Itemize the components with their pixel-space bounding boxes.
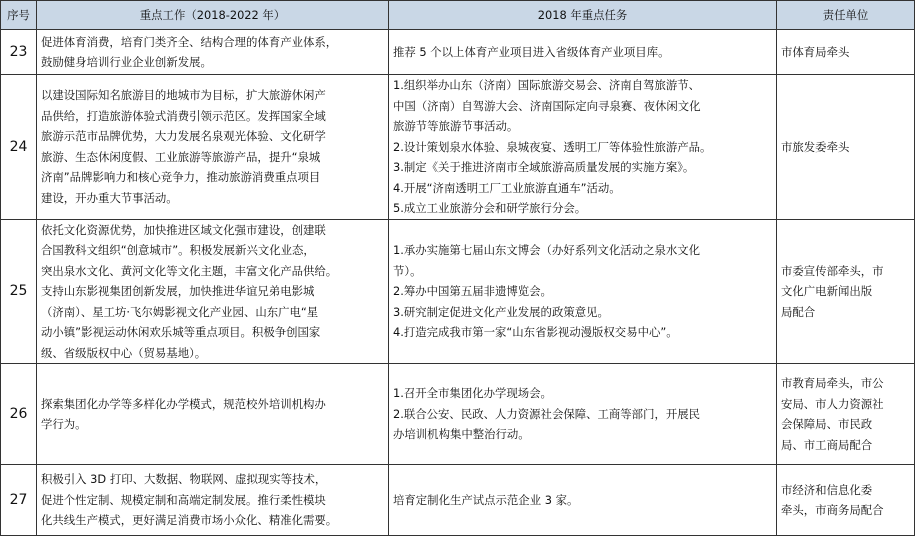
key-work-cell-line: 促进个性定制、规模定制和高端定制发展。推行柔性模块 [41,492,326,507]
key-work-cell-line: 化共线生产模式，更好满足消费市场小众化、精准化需要。 [41,513,338,528]
key-work-cell-line: 旅游示范市品牌优势，大力发展名泉观光体验、文化研学 [41,129,326,144]
key-work-cell-line: 合国教科文组织“创意城市”。积极发展新兴文化业态， [41,243,315,257]
table-header-row [1,1,915,30]
key-work-cell-line: 级、省级版权中心（贸易基地）。 [41,345,207,360]
annual-tasks-cell-line: 3.制定《关于推进济南市全域旅游高质量发展的实施方案》。 [393,160,695,174]
key-work-cell-line: 旅游、生态休闲度假、工业旅游等旅游产品，提升“泉城 [41,149,321,164]
table-row [1,219,915,364]
responsible-unit-cell-line: 市委宣传部牵头，市 [781,263,884,278]
annual-tasks-cell [389,75,777,220]
annual-tasks-cell-line: 2.设计策划泉水体验、泉城夜宴、透明工厂等体验性旅游产品。 [393,139,712,154]
key-work-cell [37,465,389,536]
responsible-unit-cell-line: 市旅发委牵头 [781,139,850,154]
key-work-cell-line: 济南”品牌影响力和核心竞争力，推动旅游消费重点项目 [41,170,321,185]
table-row [1,364,915,465]
annual-tasks-cell-line: 1.承办实施第七届山东文博会（办好系列文化活动之泉水文化 [393,243,701,257]
responsible-unit-cell-line: 牵头，市商务局配合 [781,503,884,517]
table-body [1,30,915,536]
row-number: 23 [1,30,37,75]
header-no: 序号 [1,1,37,30]
key-work-cell-line: 建设，开办重大节事活动。 [41,190,178,205]
annual-tasks-cell-line: 办培训机构集中整治行动。 [393,427,530,442]
key-work-cell-line: 学行为。 [41,417,87,431]
responsible-unit-cell-line: 会保障局、市民政 [781,417,873,431]
key-work-cell [37,75,389,220]
responsible-unit-cell [777,30,915,75]
annual-tasks-cell-line: 培育定制化生产试点示范企业 3 家。 [393,492,579,507]
responsible-unit-cell-line: 局、市工商局配合 [781,437,873,452]
annual-tasks-cell-line: 3.研究制定促进文化产业发展的政策意见。 [393,304,609,319]
responsible-unit-cell [777,364,915,465]
row-number: 25 [1,219,37,364]
key-work-cell-line: （济南）、星工坊·飞尔姆影视文化产业园、山东广电“星 [41,304,319,319]
responsible-unit-cell-line: 局配合 [781,304,816,319]
key-work-cell-line: 依托文化资源优势，加快推进区域文化强市建设，创建联 [41,222,326,237]
responsible-unit-cell-line: 市教育局牵头，市公 [781,376,884,390]
responsible-unit-cell [777,465,915,536]
table-row [1,75,915,220]
header-responsible-unit: 责任单位 [777,1,915,30]
table-row [1,465,915,536]
table-row [1,30,915,75]
key-work-cell-line: 积极引入 3D 打印、大数据、物联网、虚拟现实等技术， [41,472,327,487]
responsible-unit-cell [777,219,915,364]
annual-tasks-cell-line: 4.打造完成我市第一家“山东省影视动漫版权交易中心”。 [393,325,678,339]
annual-tasks-cell-line: 中国（济南）自驾游大会、济南国际定向寻泉赛、夜休闲文化 [393,98,701,113]
annual-tasks-cell-line: 1.召开全市集团化办学现场会。 [393,386,552,401]
key-work-cell-line: 突出泉水文化、黄河文化等文化主题，丰富文化产品供给。 [41,263,338,278]
key-work-cell [37,364,389,465]
key-work-cell-line: 促进体育消费，培育门类齐全、结构合理的体育产业体系， [41,34,338,49]
row-number: 26 [1,364,37,465]
header-annual-tasks: 2018 年重点任务 [389,1,777,30]
key-work-cell-line: 支持山东影视集团创新发展，加快推进华谊兄弟电影城 [41,284,315,298]
annual-tasks-cell [389,364,777,465]
responsible-unit-cell-line: 市经济和信息化委 [781,482,873,497]
responsible-unit-cell-line: 市体育局牵头 [781,44,850,59]
row-number: 27 [1,465,37,536]
annual-tasks-cell [389,465,777,536]
annual-tasks-cell-line: 节）。 [393,263,422,278]
key-work-cell-line: 动小镇”影视运动休闲欢乐城等重点项目。积极争创国家 [41,325,321,339]
row-number: 24 [1,75,37,220]
annual-tasks-cell-line: 推荐 5 个以上体育产业项目进入省级体育产业项目库。 [393,44,670,59]
annual-tasks-cell-line: 2.联合公安、民政、人力资源社会保障、工商等部门，开展民 [393,406,701,421]
key-work-cell-line: 以建设国际知名旅游目的地城市为目标，扩大旅游休闲产 [41,88,326,103]
annual-tasks-cell-line: 5.成立工业旅游分会和研学旅行分会。 [393,201,587,215]
annual-tasks-cell-line: 2.筹办中国第五届非遗博览会。 [393,284,552,298]
annual-tasks-cell [389,219,777,364]
annual-tasks-cell [389,30,777,75]
annual-tasks-cell-line: 4.开展“济南透明工厂工业旅游直通车”活动。 [393,180,621,195]
responsible-unit-cell-line: 文化广电新闻出版 [781,284,873,298]
responsible-unit-cell [777,75,915,220]
responsible-unit-cell-line: 安局、市人力资源社 [781,396,884,411]
annual-tasks-cell-line: 旅游节等旅游节事活动。 [393,119,519,133]
key-work-cell [37,219,389,364]
annual-tasks-cell-line: 1.组织举办山东（济南）国际旅游交易会、济南自驾旅游节、 [393,78,701,92]
key-work-cell [37,30,389,75]
key-work-cell-line: 品供给，打造旅游体验式消费引领示范区。发挥国家全域 [41,108,326,123]
key-work-cell-line: 鼓励健身培训行业企业创新发展。 [41,55,212,69]
key-work-cell-line: 探索集团化办学等多样化办学模式，规范校外培训机构办 [41,396,326,411]
header-key-work: 重点工作（2018-2022 年） [37,1,389,30]
